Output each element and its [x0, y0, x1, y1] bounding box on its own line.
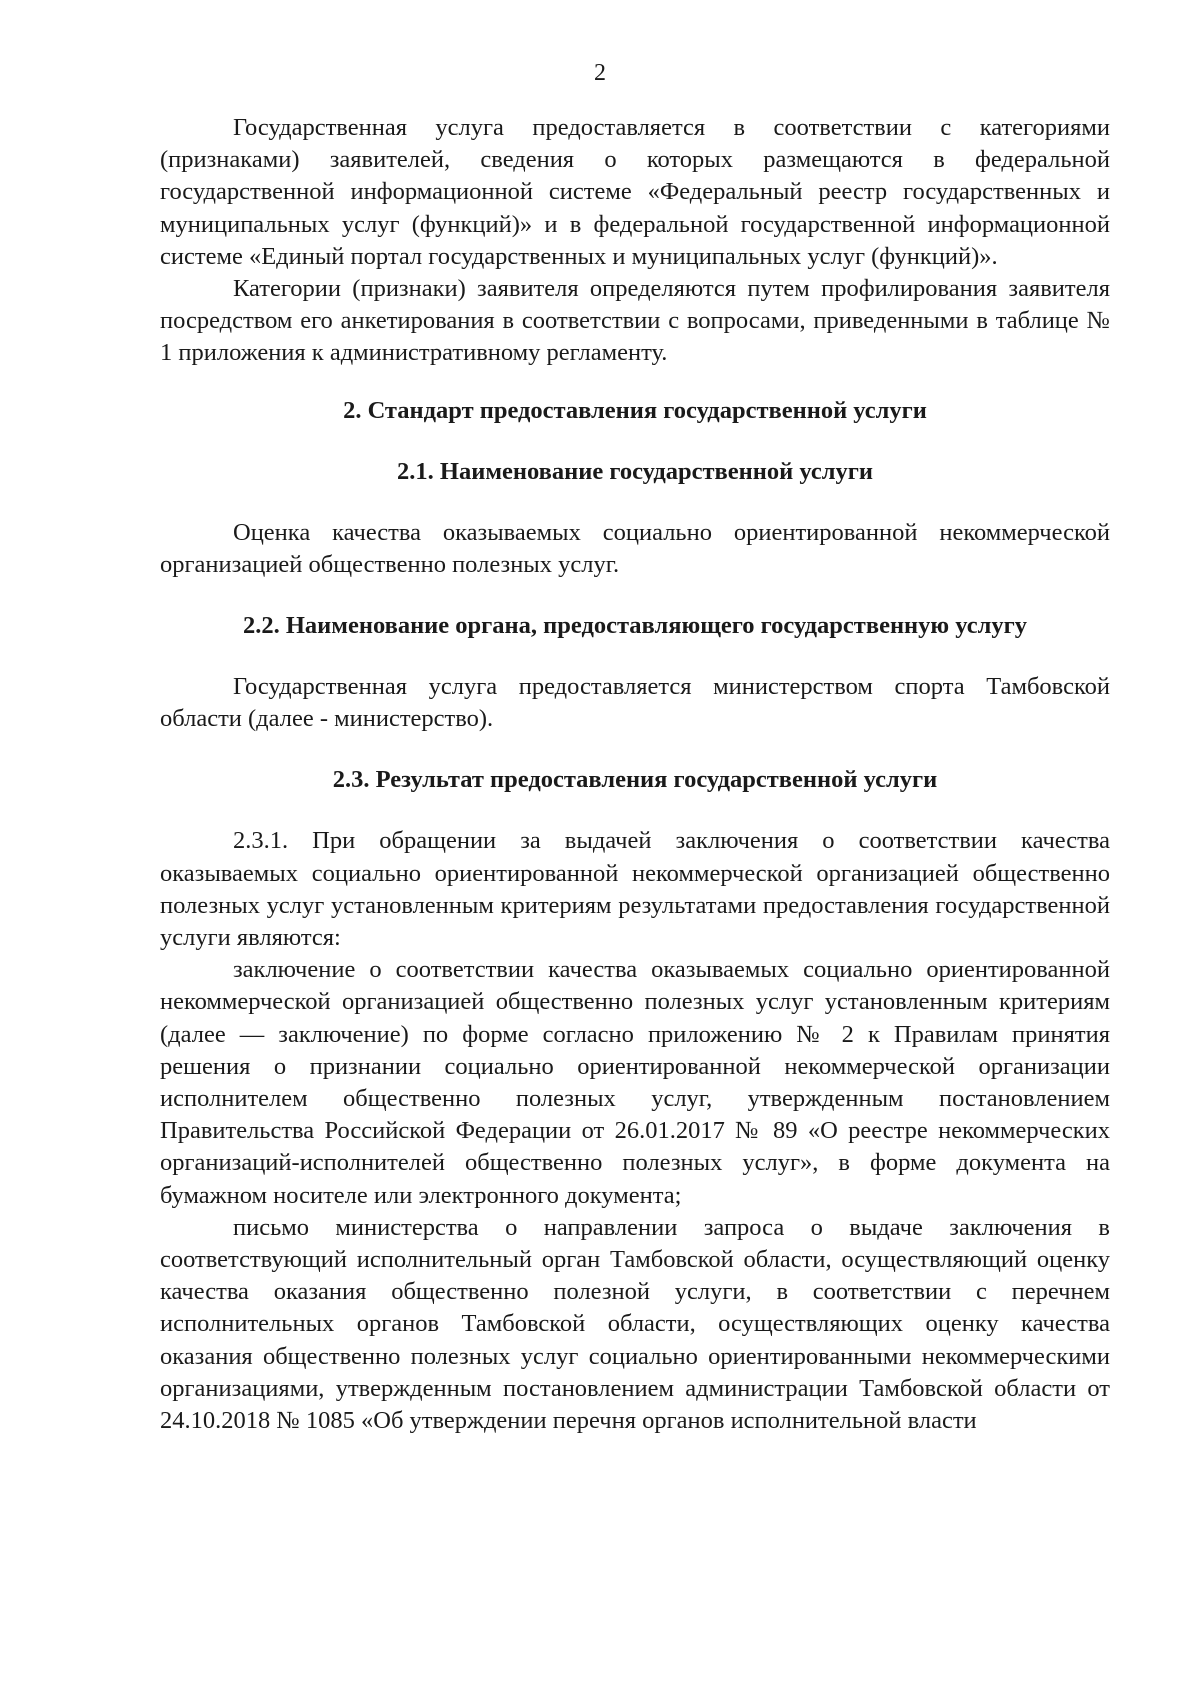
subsection-heading-authority: 2.2. Наименование органа, предоставляющего государственную услугу — [242, 612, 1028, 640]
subsection-heading-result: 2.3. Результат предоставления государственной услуги — [332, 766, 938, 794]
paragraph-service-name: Оценка качества оказываемых социально ориентированной некоммерческой организацией общественно полезных услуг. — [160, 518, 1110, 578]
page-number: 2 — [594, 60, 606, 86]
subsection-heading-service-name: 2.1. Наименование государственной услуги — [397, 457, 873, 485]
document-body — [160, 112, 1110, 1437]
paragraph-conclusion: заключение о соответствии качества оказываемых социально ориентированной некоммерческой организацией общественно полезных услуг установленным критериям (далее — заключение) по форме согласно приложению № 2 к Правилам принятия решения о признании социально ориентированной некоммерческой организации исполнителем общественно полезных услуг, утвержденным постановлением Правительства Российской Федерации от 26.01.2017 № 89 «О реестре некоммерческих организаций-исполнителей общественно полезных услуг», в форме документа на бумажном носителе или электронного документа; — [160, 956, 1110, 1209]
paragraph-profiling: Категории (признаки) заявителя определяются путем профилирования заявителя посредством его анкетирования в соответствии с вопросами, приведенными в таблице № 1 приложения к административному регламенту. — [160, 275, 1110, 367]
paragraph-authority: Государственная услуга предоставляется министерством спорта Тамбовской области (далее - министерство). — [160, 673, 1110, 733]
paragraph-ministry-letter: письмо министерства о направлении запроса о выдаче заключения в соответствующий исполнительный орган Тамбовской области, осуществляющий оценку качества оказания общественно полезной услуги, в соответствии с перечнем исполнительных органов Тамбовской области, осуществляющих оценку качества оказания общественно полезных услуг социально ориентированными некоммерческими организациями, утвержденным постановлением администрации Тамбовской области от 24.10.2018 № 1085 «Об утверждении перечня органов исполнительной власти — [160, 1213, 1110, 1435]
section-heading-standard: 2. Стандарт предоставления государственной услуги — [343, 396, 927, 424]
paragraph-categories: Государственная услуга предоставляется в соответствии с категориями (признаками) заявителей, сведения о которых размещаются в федеральной государственной информационной системе «Федеральный реестр государственных и муниципальных услуг (функций)» и в федеральной государственной информационной системе «Единый портал государственных и муниципальных услуг (функций)». — [160, 114, 1110, 270]
paragraph-result-intro: 2.3.1. При обращении за выдачей заключения о соответствии качества оказываемых социально ориентированной некоммерческой организацией общественно полезных услуг установленным критериям результатами предоставления государственной услуги являются: — [160, 827, 1110, 952]
